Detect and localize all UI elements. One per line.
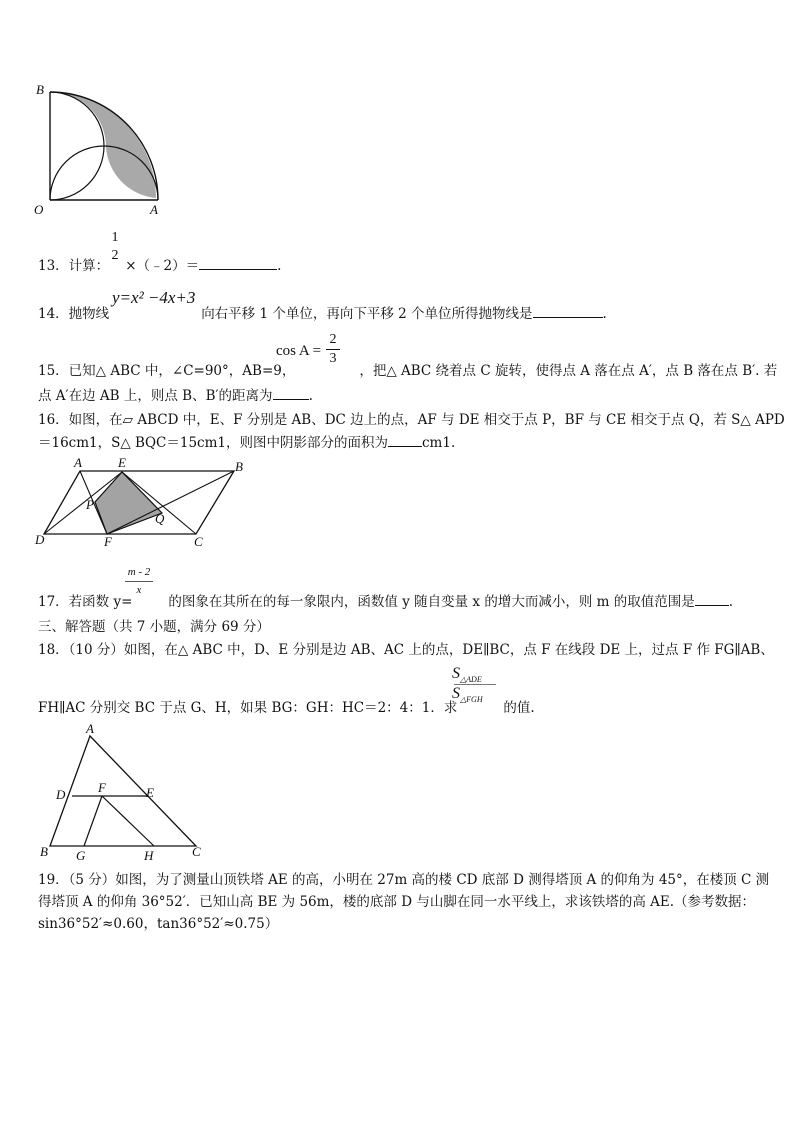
label-d: D: [56, 787, 66, 802]
q13-answer-blank[interactable]: [199, 255, 277, 270]
q16-answer-blank[interactable]: [388, 432, 422, 447]
q13-end: .: [277, 258, 282, 274]
q14-answer-blank[interactable]: [533, 303, 603, 318]
label-o: O: [34, 202, 44, 217]
q13-numerator: 1: [111, 230, 119, 245]
question-13: [38, 255, 281, 278]
q18-line2-suffix: 的值.: [503, 700, 535, 716]
figure-triangle: [34, 722, 214, 864]
question-18-line1: 18．（10 分）如图，在△ ABC 中，D、E 分别是边 AB、AC 上的点，DE∥BC，点 F 在线段 DE 上，过点 F 作 FG∥AB、: [38, 642, 774, 658]
q13-denominator: 2: [111, 248, 119, 263]
q13-suffix: ×（﹣2）＝: [125, 258, 200, 274]
question-17: [38, 591, 733, 614]
q16-line2-prefix: ＝16cm1，S△ BQC＝15cm1，则图中阴影部分的面积为: [38, 435, 388, 451]
figure-parallelogram: [34, 456, 249, 548]
q15-cos: cos A =: [276, 343, 322, 359]
q14-end: .: [602, 306, 607, 322]
label-h: H: [144, 848, 154, 863]
q15-denominator: 3: [329, 351, 337, 366]
label-b: B: [36, 82, 44, 97]
question-19-line1: 19．（5 分）如图，为了测量山顶铁塔 AE 的高，小明在 27m 高的楼 CD 底部 D 测得塔顶 A 的仰角为 45°，在楼顶 C 测: [38, 872, 770, 888]
q17-suffix: 的图象在其所在的每一象限内，函数值 y 随自变量 x 的增大而减小，则 m 的取值范围是: [168, 594, 695, 610]
question-16-line1: 16．如图，在▱ ABCD 中，E、F 分别是 AB、DC 边上的点，AF 与 DE 相交于点 P，BF 与 CE 相交于点 Q，若 S△ APD: [38, 412, 785, 428]
q17-denominator: x: [136, 584, 142, 596]
q14-suffix: 向右平移 1 个单位，再向下平移 2 个单位所得抛物线是: [201, 306, 533, 322]
q16-line2-suffix: cm1.: [422, 435, 456, 451]
label-d: D: [35, 532, 45, 547]
label-a: A: [150, 202, 158, 217]
label-c: C: [194, 534, 203, 548]
question-16-line2: [38, 432, 455, 455]
q15-numerator: 2: [329, 332, 337, 347]
q18-line2-prefix: FH∥AC 分别交 BC 于点 G、H，如果 BG：GH：HC＝2：4：1．求: [38, 700, 458, 716]
q17-numerator: m - 2: [127, 566, 151, 578]
label-c: C: [192, 844, 201, 859]
q14-prefix: 14．抛物线: [38, 306, 110, 322]
label-b: B: [40, 844, 48, 859]
label-b: B: [235, 459, 243, 474]
segment-fh: [102, 796, 154, 846]
section-3-title: 三、解答题（共 7 小题，满分 69 分）: [38, 619, 270, 635]
question-19-line2: 得塔顶 A 的仰角 36°52′．已知山高 BE 为 56m，楼的底部 D 与山脚在同一水平线上，求该铁塔的高 AE.（参考数据：: [38, 894, 756, 910]
shaded-region: [50, 92, 156, 198]
question-14: [38, 303, 607, 326]
label-a: A: [74, 456, 82, 470]
label-e: E: [146, 785, 154, 800]
q13-prefix: 13．计算：: [38, 258, 110, 274]
q15-line1-prefix: 15．已知△ ABC 中，∠C=90°，AB=9，: [38, 363, 296, 379]
label-p: P: [86, 497, 94, 512]
shaded-quadrilateral: [95, 472, 162, 534]
label-e: E: [118, 456, 126, 470]
q18-denominator: $S_{\triangle FGH}$: [452, 685, 483, 705]
label-a: A: [86, 722, 94, 736]
q15-answer-blank[interactable]: [273, 385, 309, 400]
question-15-line2: [38, 385, 313, 408]
triangle-abc: [50, 736, 196, 846]
q17-prefix: 17．若函数 y=: [38, 594, 133, 610]
q17-end: .: [728, 594, 734, 610]
label-f: F: [98, 780, 106, 795]
label-g: G: [76, 848, 86, 863]
q17-answer-blank[interactable]: [695, 591, 729, 606]
q18-numerator: $S_{\triangle ADE}$: [452, 665, 482, 685]
figure-quarter-circle: [30, 78, 170, 218]
q15-line1-suffix: ，把△ ABC 绕着点 C 旋转，使得点 A 落在点 A′，点 B 落在点 B′. 若: [359, 363, 778, 379]
question-15-line1: [38, 361, 777, 383]
q14-formula: y=x² −4x+3: [112, 288, 196, 307]
label-q: Q: [155, 511, 165, 526]
segment-fg: [84, 796, 102, 846]
q15-line2: 点 A′在边 AB 上，则点 B、B′的距离为: [38, 388, 273, 404]
question-19-line3: sin36°52′≈0.60，tan36°52′≈0.75）: [38, 916, 279, 932]
question-18-line2: [38, 698, 535, 720]
q15-end: .: [308, 388, 313, 404]
label-f: F: [104, 534, 112, 548]
